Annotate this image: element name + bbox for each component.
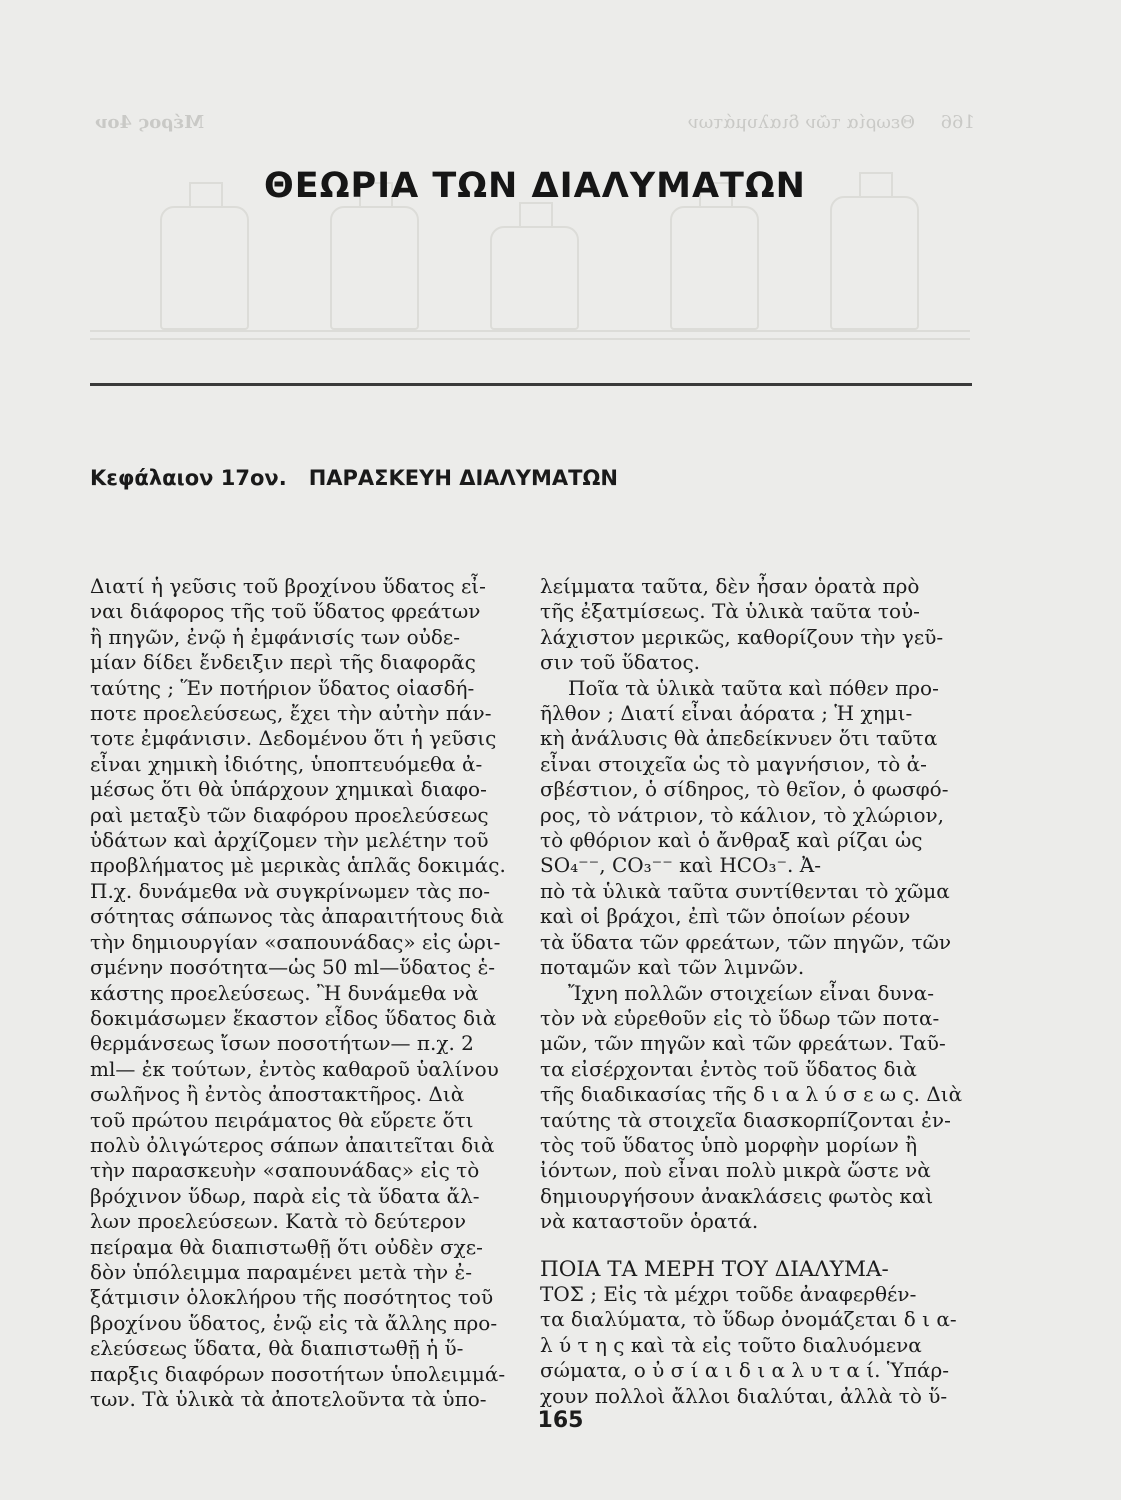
right-column (540, 574, 965, 1409)
text-line: εἶναι χημικὴ ἰδιότης, ὑποπτευόμεθα ἀ- (90, 751, 483, 776)
bleed-shelf (90, 330, 970, 340)
left-column (90, 574, 510, 1412)
text-line: χουν πολλοὶ ἄλλοι διαλύται, ἀλλὰ τὸ ὕ- (540, 1383, 948, 1408)
text-line: εἶναι στοιχεῖα ὡς τὸ μαγνήσιον, τὸ ἀ- (540, 751, 927, 776)
text-line: τὸ φθόριον καὶ ὁ ἄνθραξ καὶ ρίζαι ὡς (540, 828, 923, 853)
text-line: ml— ἐκ τούτων, ἐντὸς καθαροῦ ὑαλίνου (90, 1056, 499, 1081)
text-line: πείραμα θὰ διαπιστωθῇ ὅτι οὐδὲν σχε- (90, 1234, 483, 1259)
text-line: δημιουργήσουν ἀνακλάσεις φωτὸς καὶ (540, 1183, 934, 1208)
text-line: ταύτης τὰ στοιχεῖα διασκορπίζονται ἐν- (540, 1107, 951, 1132)
title-rule (90, 383, 972, 386)
text-line: τῆς διαδικασίας τῆς δ ι α λ ύ σ ε ω ς. Διὰ (540, 1082, 963, 1107)
text-line: Ποῖα τὰ ὑλικὰ ταῦτα καὶ πόθεν προ- (568, 675, 939, 700)
text-line: μέσως ὅτι θὰ ὑπάρχουν χημικαὶ διαφο- (90, 777, 487, 802)
text-line: τα εἰσέρχονται ἐντὸς τοῦ ὕδατος διὰ (540, 1056, 917, 1081)
text-line: λ ύ τ η ς καὶ τὰ εἰς τοῦτο διαλυόμενα (540, 1332, 922, 1357)
text-line: βροχίνου ὕδατος, ἐνῷ εἰς τὰ ἄλλης προ- (90, 1310, 498, 1335)
paragraph-traces (540, 981, 965, 1235)
text-line: νὰ καταστοῦν ὁρατά. (540, 1209, 759, 1234)
text-line: ῆλθον ; Διατί εἶναι ἀόρατα ; Ἡ χημι- (540, 701, 913, 726)
text-line: πὸ τὰ ὑλικὰ ταῦτα συντίθενται τὸ χῶμα (540, 878, 950, 903)
text-line: σμένην ποσότητα—ὡς 50 ml—ὕδατος ἑ- (90, 955, 496, 980)
text-line: ελεύσεως ὕδατα, θὰ διαπιστωθῇ ἡ ὕ- (90, 1336, 464, 1361)
page-title: ΘΕΩΡΙΑ ΤΩΝ ΔΙΑΛΥΜΑΤΩΝ (264, 166, 806, 206)
text-line: σώματα, ο ὐ σ ί α ι δ ι α λ υ τ α ί. Ὑπάρ- (540, 1358, 949, 1383)
text-line: ποτε προελεύσεως, ἔχει τὴν αὐτὴν πάν- (90, 701, 492, 726)
text-line: Διατί ἡ γεῦσις τοῦ βροχίνου ὕδατος εἶ- (90, 574, 486, 598)
text-line: SO₄⁻⁻, CO₃⁻⁻ καὶ HCO₃⁻. Ἀ- (540, 853, 821, 878)
paragraph-solution-parts (540, 1257, 965, 1409)
text-line: σιν τοῦ ὕδατος. (540, 650, 700, 675)
text-line: δὸν ὑπόλειμμα παραμένει μετὰ τὴν ἐ- (90, 1259, 473, 1284)
text-line: θερμάνσεως ἴσων ποσοτήτων— π.χ. 2 (90, 1031, 474, 1056)
text-line: ποταμῶν καὶ τῶν λιμνῶν. (540, 955, 805, 980)
text-line: Π.χ. δυνάμεθα νὰ συγκρίνωμεν τὰς πο- (90, 878, 491, 903)
text-line: προβλήματος μὲ μερικὰς ἁπλᾶς δοκιμάς. (90, 853, 506, 878)
bleed-page-number: 166 (940, 112, 975, 133)
text-line: ταύτης ; Ἕν ποτήριον ὕδατος οἱασδή- (90, 675, 475, 700)
text-line: τὰ ὕδατα τῶν φρεάτων, τῶν πηγῶν, τῶν (540, 929, 952, 954)
chapter-title: ΠΑΡΑΣΚΕΥΗ ΔΙΑΛΥΜΑΤΩΝ (308, 466, 618, 490)
chapter-number: Κεφάλαιον 17ον. (90, 466, 287, 490)
bleed-running-title: Θεωρία τῶν διαλυμάτων (687, 112, 915, 133)
text-line: ξάτμισιν ὁλοκλήρου τῆς ποσότητος τοῦ (90, 1285, 494, 1310)
text-line: λάχιστον μερικῶς, καθορίζουν τὴν γεῦ- (540, 624, 944, 649)
text-line: ἰόντων, ποὺ εἶναι πολὺ μικρὰ ὥστε νὰ (540, 1158, 931, 1183)
paragraph-elements (540, 676, 965, 981)
text-line: τα διαλύματα, τὸ ὕδωρ ὀνομάζεται δ ι α- (540, 1307, 957, 1332)
text-line: τὸν νὰ εὑρεθοῦν εἰς τὸ ὕδωρ τῶν ποτα- (540, 1005, 940, 1030)
text-line: δοκιμάσωμεν ἕκαστον εἶδος ὕδατος διὰ (90, 1005, 497, 1030)
text-line: σότητας σάπωνος τὰς ἀπαραιτήτους διὰ (90, 904, 504, 929)
text-line: τοτε ἐμφάνισιν. Δεδομένου ὅτι ἡ γεῦσις (90, 726, 497, 751)
text-line: λων προελεύσεων. Κατὰ τὸ δεύτερον (90, 1209, 466, 1234)
text-line: ἢ πηγῶν, ἐνῷ ἡ ἐμφάνισίς των οὐδε- (90, 624, 461, 649)
text-line: ναι διάφορος τῆς τοῦ ὕδατος φρεάτων (90, 599, 481, 624)
text-line: ρος, τὸ νάτριον, τὸ κάλιον, τὸ χλώριον, (540, 802, 945, 827)
text-line: ραὶ μεταξὺ τῶν διαφόρου προελεύσεως (90, 802, 489, 827)
chapter-heading (90, 466, 618, 490)
text-line: βρόχινον ὕδωρ, παρὰ εἰς τὰ ὕδατα ἄλ- (90, 1183, 480, 1208)
text-line: μίαν δίδει ἔνδειξιν περὶ τῆς διαφορᾶς (90, 650, 476, 675)
text-line: καὶ οἱ βράχοι, ἐπὶ τῶν ὁποίων ρέουν (540, 904, 911, 929)
text-line: τὴν παρασκευὴν «σαπουνάδας» εἰς τὸ (90, 1158, 480, 1183)
text-line: πολὺ ὀλιγώτερος σάπων ἀπαιτεῖται διὰ (90, 1132, 495, 1157)
text-line: κάστης προελεύσεως. Ἢ δυνάμεθα νὰ (90, 980, 479, 1005)
bleed-part-label: Μέρος 4ον (95, 112, 205, 133)
text-line: κὴ ἀνάλυσις θὰ ἀπεδείκνυεν ὅτι ταῦτα (540, 726, 938, 751)
text-line: Ἴχνη πολλῶν στοιχείων εἶναι δυνα- (568, 980, 934, 1005)
text-line: μῶν, τῶν πηγῶν καὶ τῶν φρεάτων. Ταῦ- (540, 1031, 946, 1056)
text-line: τὴν δημιουργίαν «σαπουνάδας» εἰς ὡρι- (90, 929, 501, 954)
text-line: λείμματα ταῦτα, δὲν ἦσαν ὁρατὰ πρὸ (540, 574, 920, 598)
paragraph-continuation (540, 574, 965, 676)
text-line: σβέστιον, ὁ σίδηρος, τὸ θεῖον, ὁ φωσφό- (540, 777, 949, 802)
text-line: τὸς τοῦ ὕδατος ὑπὸ μορφὴν μορίων ἢ (540, 1132, 918, 1157)
section-heading: ΠΟΙΑ ΤΑ ΜΕΡΗ ΤΟΥ ΔΙΑΛΥΜΑ- (540, 1256, 889, 1282)
text-line: τῆς ἐξατμίσεως. Τὰ ὑλικὰ ταῦτα τοὐ- (540, 599, 920, 624)
text-line: παρξις διαφόρων ποσοτήτων ὑπολειμμά- (90, 1361, 506, 1386)
text-line: τοῦ πρώτου πειράματος θὰ εὕρετε ὅτι (90, 1107, 474, 1132)
page-number: 165 (537, 1408, 584, 1433)
text-line: ΤΟΣ ; Εἰς τὰ μέχρι τοῦδε ἀναφερθέν- (540, 1281, 917, 1306)
text-line: σωλῆνος ἢ ἐντὸς ἀποστακτῆρος. Διὰ (90, 1082, 465, 1107)
text-line: των. Τὰ ὑλικὰ τὰ ἀποτελοῦντα τὰ ὑπο- (90, 1387, 487, 1411)
text-line: ὑδάτων καὶ ἀρχίζομεν τὴν μελέτην τοῦ (90, 828, 489, 853)
